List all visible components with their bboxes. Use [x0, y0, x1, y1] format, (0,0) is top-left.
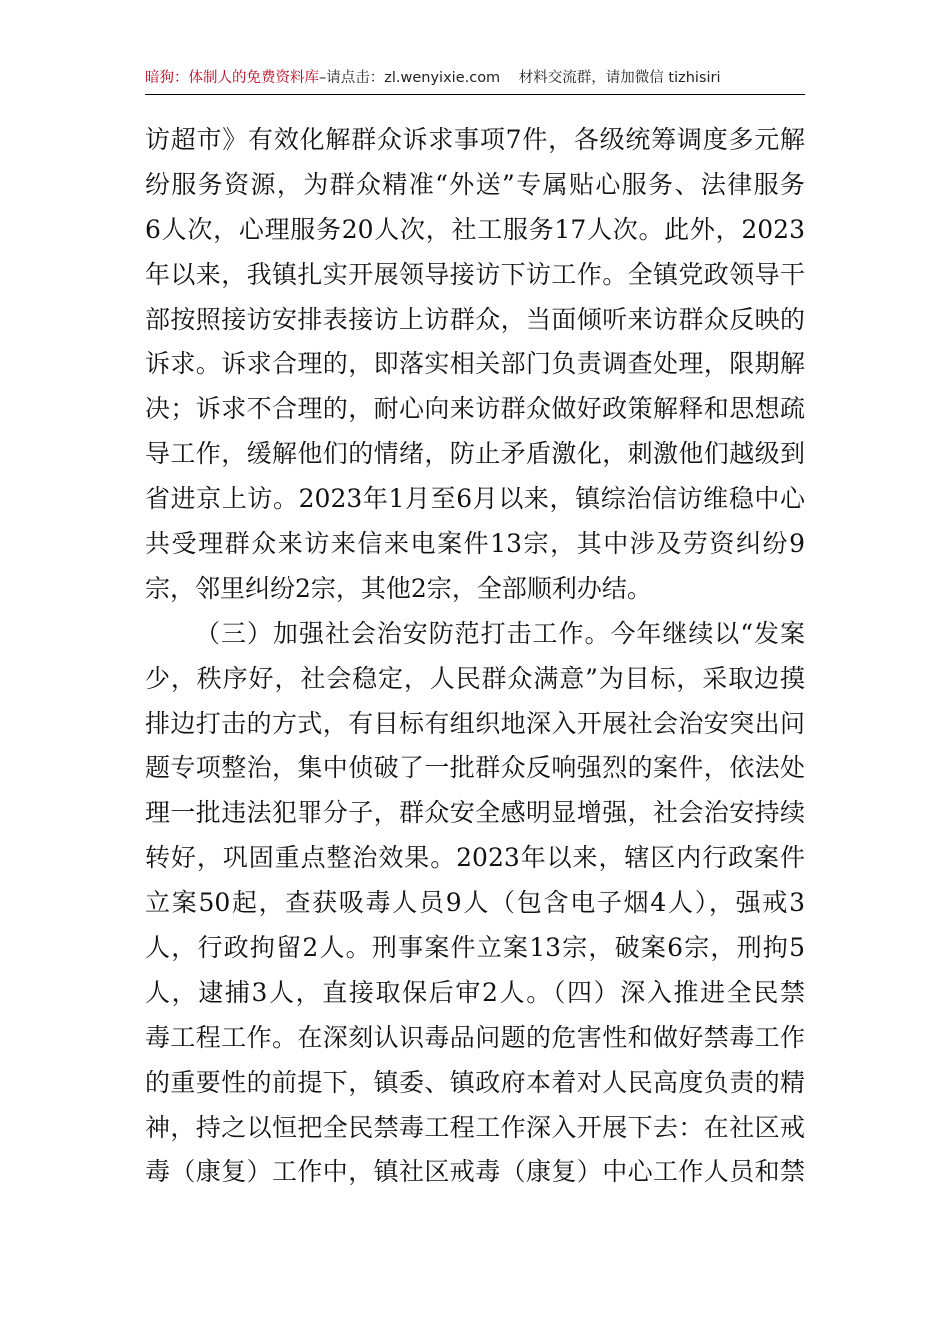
- text-line: 访超市》有效化解群众诉求事项7件，各级统筹调度多元解: [145, 125, 805, 154]
- text-line: 6人次，心理服务20人次，社工服务17人次。此外，2023: [145, 214, 805, 244]
- header-site-link[interactable]: zl.wenyixie.com: [384, 70, 501, 86]
- text-line: 毒（康复）工作中，镇社区戒毒（康复）中心工作人员和禁: [145, 1157, 805, 1187]
- text-line: 诉求。诉求合理的，即落实相关部门负责调查处理，限期解: [145, 349, 805, 379]
- text-line: 的重要性的前提下，镇委、镇政府本着对人民高度负责的精: [145, 1067, 805, 1097]
- text-line: 排边打击的方式，有目标有组织地深入开展社会治安突出问: [145, 708, 805, 738]
- text-line: 年以来，我镇扎实开展领导接访下访工作。全镇党政领导干: [145, 259, 805, 289]
- text-line: 转好，巩固重点整治效果。2023年以来，辖区内行政案件: [145, 843, 805, 873]
- header-link-prompt: –请点击：: [319, 70, 385, 86]
- paragraph-end-line: 宗，邻里纠纷2宗，其他2宗，全部顺利办结。: [145, 573, 652, 603]
- text-line: 题专项整治，集中侦破了一批群众反响强烈的案件，依法处: [145, 753, 805, 783]
- text-line: 纷服务资源，为群众精准“外送”专属贴心服务、法律服务: [145, 169, 805, 199]
- text-line: 毒工程工作。在深刻认识毒品问题的危害性和做好禁毒工作: [145, 1022, 805, 1052]
- text-line: 少，秩序好，社会稳定，人民群众满意”为目标，采取边摸: [145, 663, 805, 693]
- text-line: 立案50起，查获吸毒人员9人（包含电子烟4人），强戒3: [145, 888, 805, 918]
- text-line: 人，逮捕3人，直接取保后审2人。（四）深入推进全民禁: [145, 977, 805, 1007]
- document-body: [145, 118, 805, 1195]
- text-line: 导工作，缓解他们的情绪，防止矛盾激化，刺激他们越级到: [145, 439, 805, 469]
- text-line: 决；诉求不合理的，耐心向来访群众做好政策解释和思想疏: [145, 394, 805, 424]
- text-line: 理一批违法犯罪分子，群众安全感明显增强，社会治安持续: [145, 798, 805, 828]
- header-divider: [145, 94, 805, 95]
- text-line: 神，持之以恒把全民禁毒工程工作深入开展下去：在社区戒: [145, 1112, 805, 1142]
- section-heading-line: （三）加强社会治安防范打击工作。今年继续以“发案: [195, 618, 805, 648]
- header-contact-text: 材料交流群，请加微信 tizhisiri: [518, 70, 721, 86]
- page-header: [145, 68, 805, 88]
- text-line: 人，行政拘留2人。刑事案件立案13宗，破案6宗，刑拘5: [145, 933, 805, 963]
- text-line: 共受理群众来访来信来电案件13宗，其中涉及劳资纠纷9: [145, 529, 805, 559]
- header-source-label: 暗狗：体制人的免费资料库: [145, 70, 319, 86]
- text-line: 部按照接访安排表接访上访群众，当面倾听来访群众反映的: [145, 304, 805, 334]
- text-line: 省进京上访。2023年1月至6月以来，镇综治信访维稳中心: [145, 484, 805, 514]
